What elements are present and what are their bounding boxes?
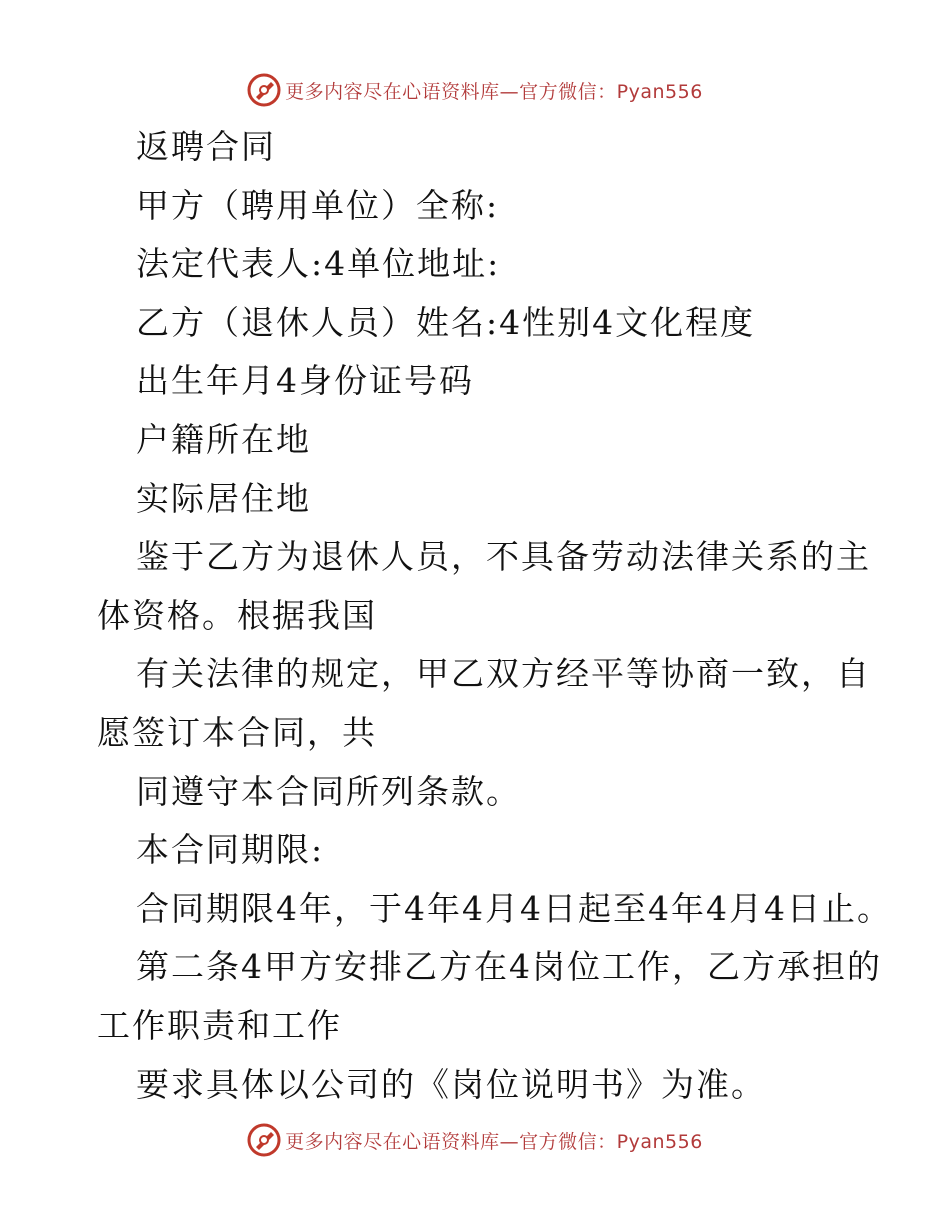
document-body <box>0 118 950 1114</box>
section-heading: 本合同期限: <box>136 830 325 870</box>
paragraph-line: 有关法律的规定，甲乙双方经平等协商一致，自 <box>136 654 871 694</box>
document-title: 返聘合同 <box>136 127 276 166</box>
party-b-name-line: 乙方（退休人员）姓名:4性别4文化程度 <box>136 302 756 342</box>
paragraph-line: 鉴于乙方为退休人员，不具备劳动法律关系的主 <box>136 537 871 577</box>
header-banner-text: 更多内容尽在心语资料库—官方微信：Pyan556 <box>285 80 703 103</box>
red-seal-logo-icon <box>247 73 281 107</box>
party-a-name-line: 甲方（聘用单位）全称: <box>136 185 500 225</box>
header-banner <box>0 70 950 110</box>
paragraph-line: 工作职责和工作 <box>97 1005 342 1045</box>
paragraph-line: 第二条4甲方安排乙方在4岗位工作，乙方承担的 <box>136 947 882 987</box>
paragraph-line: 合同期限4年，于4年4月4日起至4年4月4日止。 <box>136 888 892 928</box>
household-registration-line: 户籍所在地 <box>136 419 311 459</box>
paragraph-line: 体资格。根据我国 <box>97 595 377 635</box>
legal-rep-address-line: 法定代表人:4单位地址: <box>136 244 501 284</box>
red-seal-logo-icon <box>247 1123 281 1157</box>
paragraph-line: 愿签订本合同，共 <box>97 712 377 752</box>
footer-banner <box>0 1120 950 1160</box>
residence-line: 实际居住地 <box>136 478 311 518</box>
birth-id-line: 出生年月4身份证号码 <box>136 361 474 401</box>
paragraph-line: 同遵守本合同所列条款。 <box>136 771 521 811</box>
paragraph-line: 要求具体以公司的《岗位说明书》为准。 <box>136 1064 766 1104</box>
footer-banner-text: 更多内容尽在心语资料库—官方微信：Pyan556 <box>285 1130 703 1153</box>
